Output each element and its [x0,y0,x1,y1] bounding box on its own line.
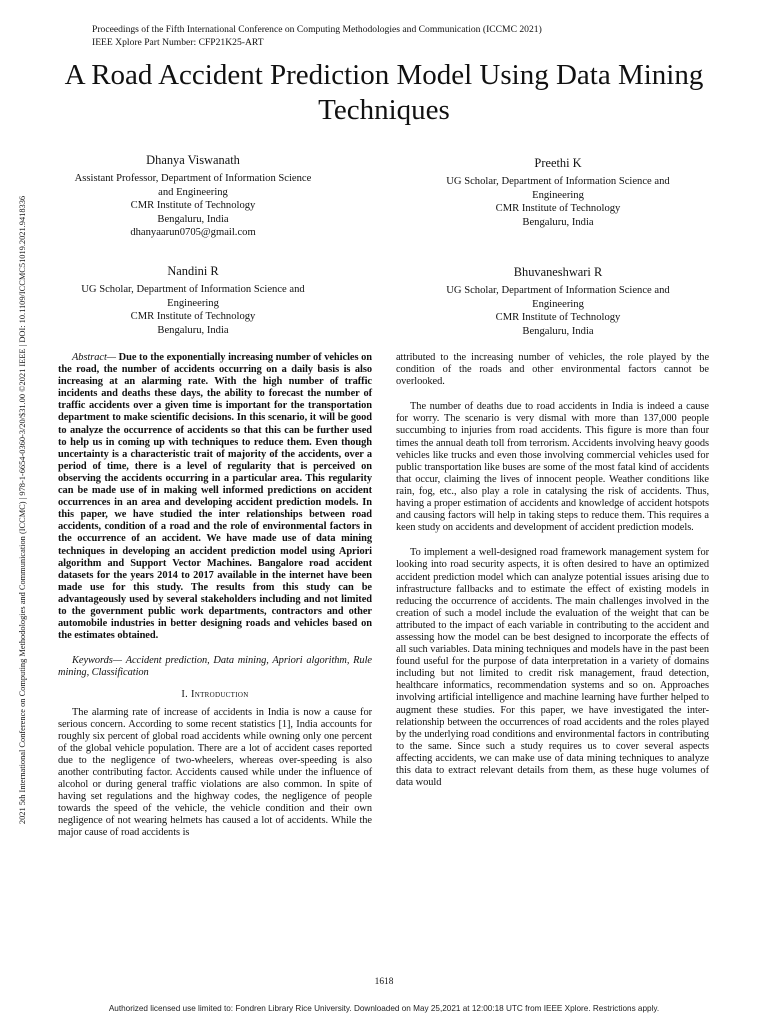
author-affiliation: Assistant Professor, Department of Information Science and Engineering CMR Institute of Technology Bengaluru, India dhanyaarun0705@gmail.com [74,173,312,239]
author-name: Preethi K [534,156,582,170]
left-column [58,352,372,840]
author-name: Dhanya Viswanath [146,153,240,167]
section-heading-introduction: I. Introduction [181,689,249,701]
abstract [58,352,372,642]
author-name: Bhuvaneshwari R [513,265,603,279]
license-footer: Authorized licensed use limited to: Fondren Library Rice University. Downloaded on May 25,2021 at 12:00:18 UTC from IEEE Xplore. Restrictions apply. [108,1004,660,1013]
author-block-2 [408,157,708,229]
keywords [58,655,372,679]
author-block-3 [58,265,328,337]
paper-title: A Road Accident Prediction Model Using Data Mining Techniques [64,59,704,126]
proceedings-header [92,24,542,49]
intro-paragraph-2: The number of deaths due to road accidents in India is indeed a cause for worry. The scenario is very dismal with more than 137,000 people succumbing to injuries from road accidents. This figure is more than four times the annual death toll from terrorism. Accidents involving heavy goods vehicles like trucks and even those involving commercial vehicles used for public transportation like buses are some of the most fatal kind of accidents that occur, claiming the lives of innocent people. Weather conditions like rain, fog, etc., also play a role in catalysing the risk of accidents. Thus, having a proper estimation of accidents and knowledge of accident hotspots and causing factors will help in taking steps to reduce them. This requires a keen study on accidents and development of accident prediction models. [396,401,709,534]
intro-paragraph-3: To implement a well-designed road framework management system for looking into road security aspects, it is often desired to have an optimized accident prediction model which can analyze potential issues arising due to infrastructure fallbacks and to estimate the effect of existing models in reducing the occurrence of accidents. The main challenges involved in the creation of such a model include the evaluation of the weight that can be attributed to the impact of each variable in contributing to the accident and assessing how the model can be best designed to incorporate the effects of all such variables. Data mining techniques and models have in the past been found useful for the purpose of data interpretation in a variety of domains including but not limited to credit risk management, fraud detection, healthcare informatics, recommendation systems and so on. Approaches involving artificial intelligence and machine learning have further helped to augment these studies. For this paper, we have investigated the inter-relationship between the occurrences of road accidents and the roles played by the underlying road conditions and environmental factors in contributing to the same. Since such a study requires us to cover several aspects affecting accidents, we can make use of data mining techniques to analyze this data to extract relevant details from them, as these huge volumes of data would [396,547,709,789]
abstract-label: Abstract— [72,352,116,363]
keywords-text: Accident prediction, Data mining, Apriori algorithm, Rule mining, Classification [58,655,372,679]
author-block-4 [408,266,708,338]
page-number: 1618 [374,977,394,987]
author-affiliation: UG Scholar, Department of Information Science and Engineering CMR Institute of Technology Bengaluru, India [446,176,670,228]
right-column [396,352,709,789]
intro-paragraph-1: The alarming rate of increase of accidents in India is now a cause for serious concern. According to some recent statistics [1], India accounts for roughly six percent of global road accidents while owning only one percent of the global vehicle population. There are a lot of accident cases reported due to the negligence of two-wheelers, whereas over-speeding is also another contributing factor. Accidents caused while under the influence of alcohol or during general traffic violations are also common. In spite of having set regulations and the highway codes, the negligence of people towards the speed of the vehicle, the vehicle condition and their own negligence of not wearing helmets has caused a lot of accidents. While the major cause of road accidents is [58,706,372,839]
author-affiliation: UG Scholar, Department of Information Science and Engineering CMR Institute of Technology Bengaluru, India [446,285,670,337]
doi-sidebar: 2021 5th International Conference on Computing Methodologies and Communication (ICCMC) | 978-1-6654-0360-3/20/$31.00 ©2021 IEEE | DOI: 10.1109/ICCMC51019.2021.9418336 [18,195,27,825]
author-affiliation: UG Scholar, Department of Information Science and Engineering CMR Institute of Technology Bengaluru, India [81,284,305,336]
keywords-label: Keywords— [72,655,122,667]
author-block-1 [58,154,328,239]
author-name: Nandini R [167,264,219,278]
header-conference-line: Proceedings of the Fifth International Conference on Computing Methodologies and Communication (ICCMC 2021) [92,24,542,35]
abstract-text: Due to the exponentially increasing number of vehicles on the road, the number of accidents occurring on a daily basis is also increasing at an alarming rate. With the high number of traffic incidents and deaths these days, the ability to forecast the number of traffic accidents over a given time is important for the transportation department to make scientific decisions. In this scenario, it will be good to analyze the occurrence of accidents so that this can be further used to help us in coming up with techniques to reduce them. Even though uncertainty is a characteristic trait of majority of the accidents, over a period of time, there is a level of regularity that is perceived on observing the accidents occurring in a particular area. This regularity can be made use of in making well informed predictions on accident occurrences in an area and developing accident prediction models. In this paper, we have studied the inter relationships between road accidents, condition of a road and the role of environmental factors in the occurrence of an accident. We have made use of data mining techniques in developing an accident prediction model using Apriori algorithm and Support Vector Machines. Bangalore road accident datasets for the years 2014 to 2017 available in the internet have been made use for this study. The results from this study can be advantageously used by several stakeholders including and not limited to the government public work departments, contractors and other automobile industries in better designing roads and vehicles based on the estimates obtained. [58,352,372,642]
intro-paragraph-1-continued: attributed to the increasing number of vehicles, the role played by the condition of the roads and other environmental factors cannot be overlooked. [396,352,709,388]
header-part-number: IEEE Xplore Part Number: CFP21K25-ART [92,36,264,48]
